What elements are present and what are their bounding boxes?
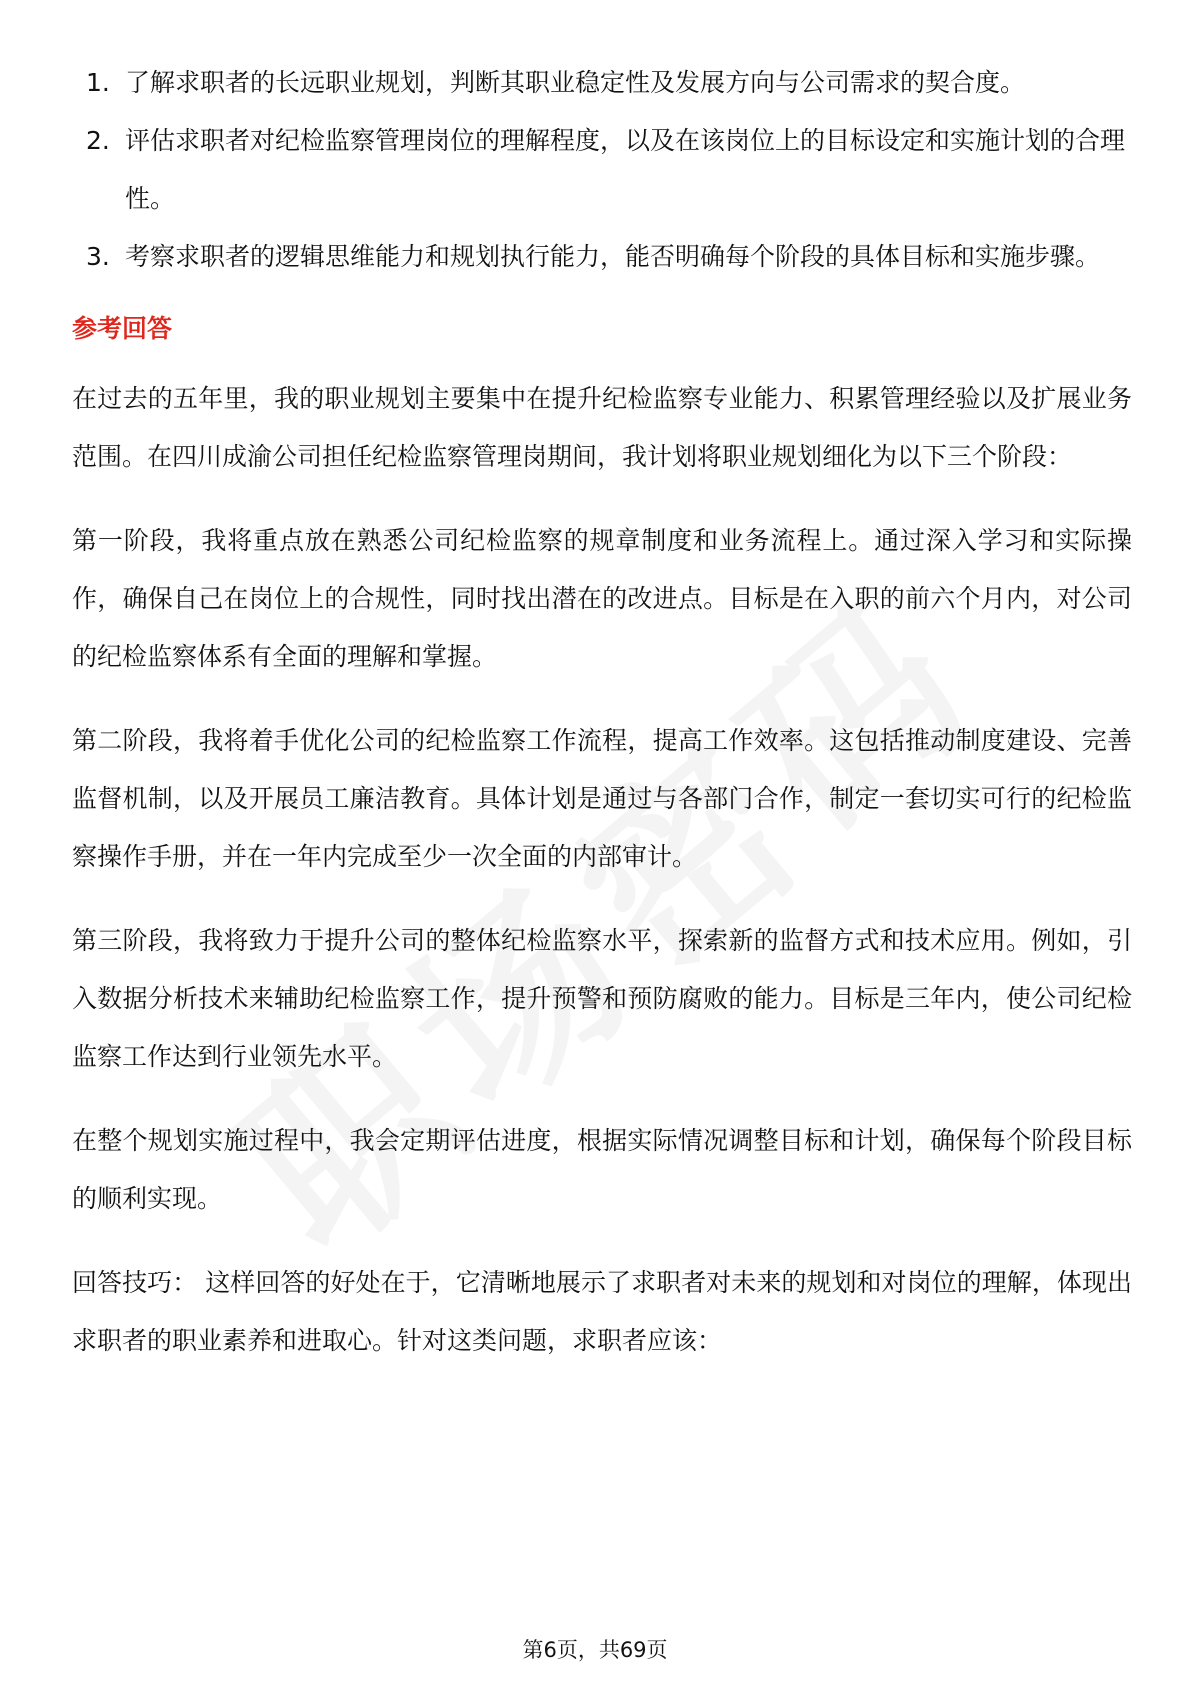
list-item-number: 2.: [86, 126, 110, 155]
list-item: [72, 112, 1132, 228]
section-title: 参考回答: [72, 314, 173, 343]
page-footer: 第6页，共69页: [522, 1638, 668, 1662]
criteria-list: [72, 54, 1132, 286]
answer-paragraph: 在过去的五年里，我的职业规划主要集中在提升纪检监察专业能力、积累管理经验以及扩展业务范围。在四川成渝公司担任纪检监察管理岗期间，我计划将职业规划细化为以下三个阶段：: [72, 384, 1132, 471]
list-item-number: 3.: [86, 242, 110, 271]
list-item: [72, 228, 1132, 286]
page-content: [72, 54, 1132, 1396]
tips-paragraph: 回答技巧： 这样回答的好处在于，它清晰地展示了求职者对未来的规划和对岗位的理解，体现出求职者的职业素养和进取心。针对这类问题，求职者应该：: [72, 1268, 1132, 1355]
answer-paragraph: 第二阶段，我将着手优化公司的纪检监察工作流程，提高工作效率。这包括推动制度建设、完善监督机制，以及开展员工廉洁教育。具体计划是通过与各部门合作，制定一套切实可行的纪检监察操作手册，并在一年内完成至少一次全面的内部审计。: [72, 726, 1132, 871]
list-item-text: 了解求职者的长远职业规划，判断其职业稳定性及发展方向与公司需求的契合度。: [125, 68, 1026, 97]
list-item-text: 评估求职者对纪检监察管理岗位的理解程度，以及在该岗位上的目标设定和实施计划的合理性。: [125, 126, 1126, 213]
list-item-text: 考察求职者的逻辑思维能力和规划执行能力，能否明确每个阶段的具体目标和实施步骤。: [125, 242, 1101, 271]
answer-paragraph: 第一阶段，我将重点放在熟悉公司纪检监察的规章制度和业务流程上。通过深入学习和实际操作，确保自己在岗位上的合规性，同时找出潜在的改进点。目标是在入职的前六个月内，对公司的纪检监察体系有全面的理解和掌握。: [72, 526, 1132, 671]
list-item-number: 1.: [86, 68, 110, 97]
answer-paragraph: 第三阶段，我将致力于提升公司的整体纪检监察水平，探索新的监督方式和技术应用。例如，引入数据分析技术来辅助纪检监察工作，提升预警和预防腐败的能力。目标是三年内，使公司纪检监察工作达到行业领先水平。: [72, 926, 1132, 1071]
list-item: [72, 54, 1132, 112]
answer-paragraph: 在整个规划实施过程中，我会定期评估进度，根据实际情况调整目标和计划，确保每个阶段目标的顺利实现。: [72, 1126, 1132, 1213]
